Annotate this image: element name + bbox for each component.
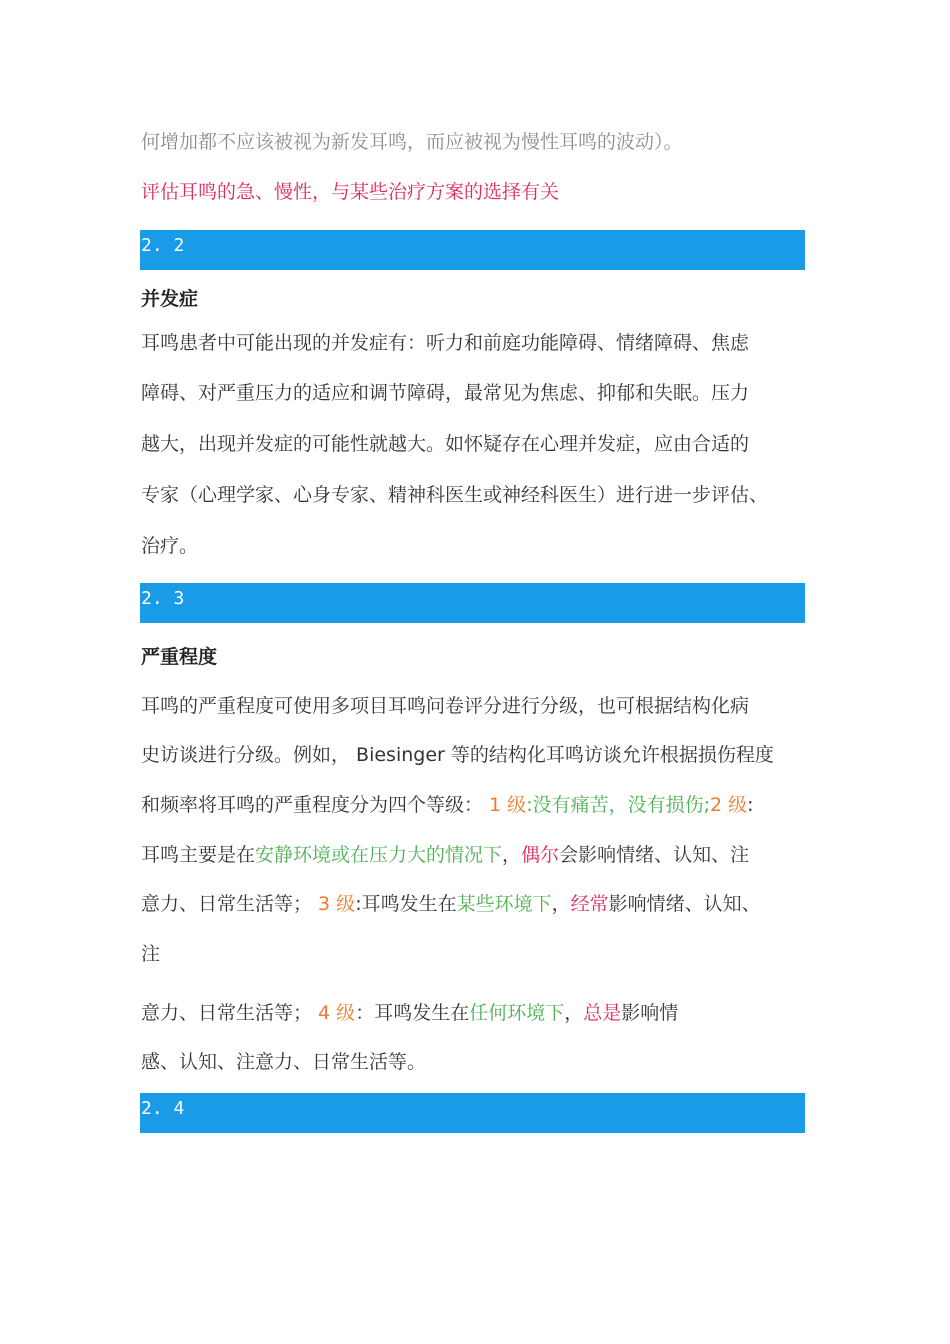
text-run: ：耳鸣发生在 (355, 1002, 470, 1024)
paragraph-line: 治疗。 (141, 535, 199, 557)
section-heading: 并发症 (141, 288, 199, 310)
highlight-line: 评估耳鸣的急、慢性，与某些治疗方案的选择有关 (141, 181, 560, 203)
grade-label: 3 级 (312, 893, 356, 915)
paragraph-line: 越大，出现并发症的可能性就越大。如怀疑存在心理并发症，应由合适的 (141, 433, 750, 455)
section-bar-2-4 (140, 1093, 805, 1133)
environment-text: 某些环境下 (456, 893, 552, 915)
section-number: 2. 4 (141, 1098, 185, 1119)
paragraph-line (141, 843, 749, 867)
paragraph-line: 注 (141, 943, 161, 965)
paragraph-line: 何增加都不应该被视为新发耳鸣，而应被视为慢性耳鸣的波动）。 (141, 131, 683, 153)
text-run: 意力、日常生活等； (141, 1002, 313, 1024)
environment-text: 安静环境或在压力大的情况下 (255, 844, 503, 866)
grade-desc: :没有痛苦，没有损伤; (526, 794, 710, 816)
text-run: :耳鸣发生在 (355, 893, 457, 915)
text-run: 影响情绪、认知、 (608, 893, 761, 915)
frequency-text: 经常 (570, 893, 609, 915)
section-number: 2. 2 (141, 235, 185, 256)
grade-label: 1 级 (483, 794, 527, 816)
text-run: : (747, 794, 754, 816)
text-run: 影响情 (621, 1002, 679, 1024)
text-run: 会影响情绪、认知、注 (559, 844, 750, 866)
text-run: ， (502, 844, 522, 866)
section-number: 2. 3 (141, 588, 185, 609)
text-run: 耳鸣主要是在 (141, 844, 256, 866)
section-bar-2-3 (140, 583, 805, 623)
grade-label: 2 级 (710, 794, 748, 816)
paragraph-line (141, 892, 761, 916)
paragraph-line: 感、认知、注意力、日常生活等。 (141, 1051, 427, 1073)
grade-label: 4 级 (312, 1002, 356, 1024)
environment-text: 任何环境下 (469, 1002, 565, 1024)
text-run: ， (564, 1002, 584, 1024)
paragraph-line: 耳鸣的严重程度可使用多项目耳鸣问卷评分进行分级，也可根据结构化病 (141, 695, 750, 717)
paragraph-line: 障碍、对严重压力的适应和调节障碍，最常见为焦虑、抑郁和失眠。压力 (141, 382, 750, 404)
text-run: 意力、日常生活等； (141, 893, 313, 915)
paragraph-line (141, 1001, 678, 1025)
text-run: ， (551, 893, 571, 915)
paragraph-line: 史访谈进行分级。例如， Biesinger 等的结构化耳鸣访谈允许根据损伤程度 (141, 744, 774, 766)
paragraph-line (141, 793, 754, 817)
frequency-text: 偶尔 (521, 844, 560, 866)
paragraph-line: 专家（心理学家、心身专家、精神科医生或神经科医生）进行进一步评估、 (141, 484, 769, 506)
section-heading: 严重程度 (141, 646, 218, 668)
frequency-text: 总是 (583, 1002, 622, 1024)
paragraph-line: 耳鸣患者中可能出现的并发症有：听力和前庭功能障碍、情绪障碍、焦虑 (141, 332, 750, 354)
section-bar-2-2 (140, 230, 805, 270)
text-run: 和频率将耳鸣的严重程度分为四个等级： (141, 794, 484, 816)
